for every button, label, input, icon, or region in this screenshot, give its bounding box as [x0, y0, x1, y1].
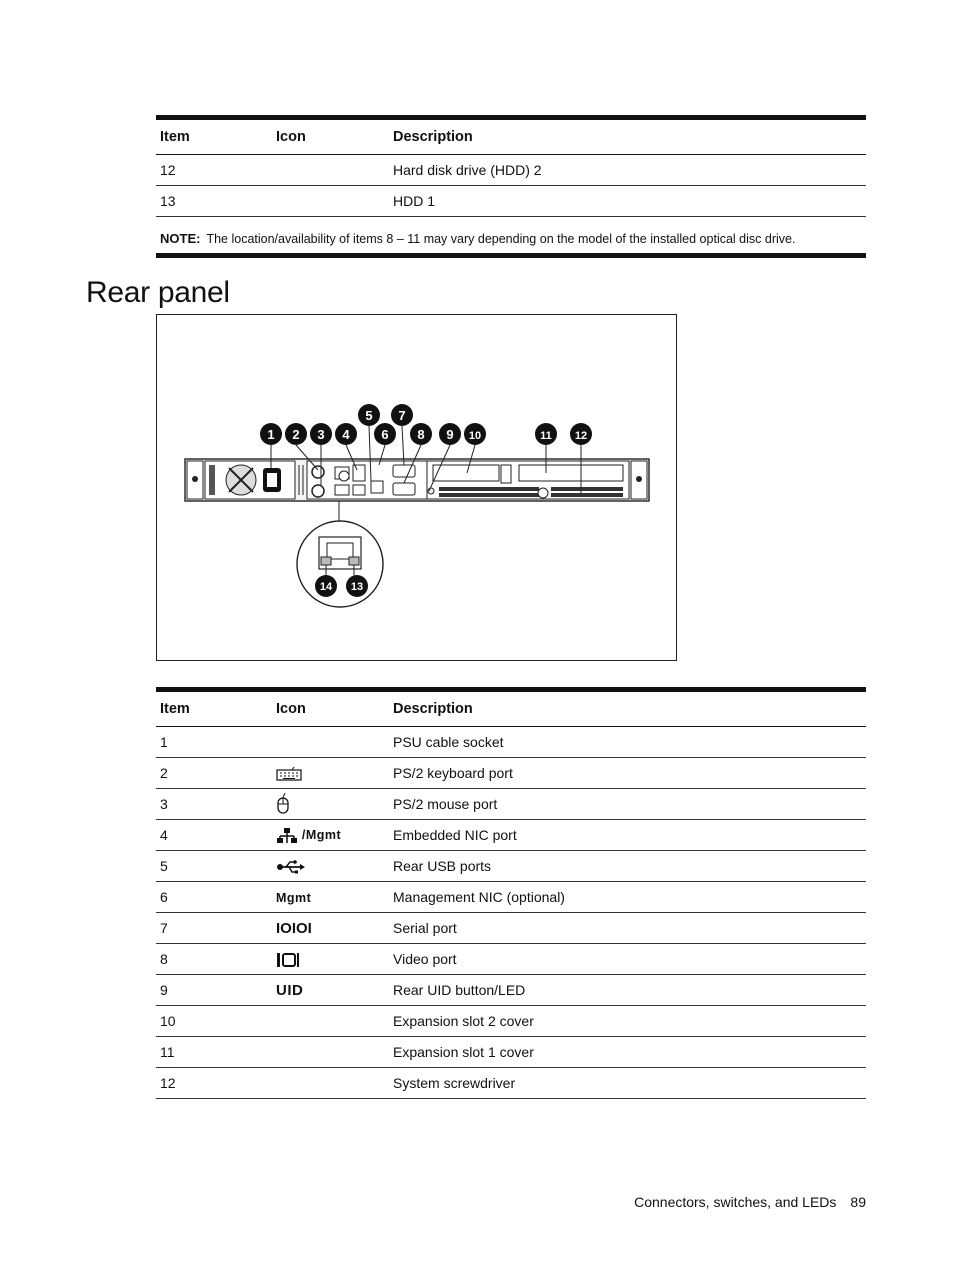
table-row	[156, 1037, 866, 1068]
row-description: Embedded NIC port	[389, 820, 866, 851]
table-row	[156, 789, 866, 820]
svg-text:1: 1	[267, 427, 275, 442]
svg-text:8: 8	[417, 427, 425, 442]
row-item: 7	[156, 913, 272, 944]
row-description: Hard disk drive (HDD) 2	[389, 155, 866, 186]
svg-text:14: 14	[319, 581, 333, 593]
table-row	[156, 1068, 866, 1099]
serial-icon: IOIOI	[276, 919, 312, 937]
svg-text:11: 11	[540, 430, 552, 442]
figure-callouts	[260, 404, 592, 445]
row-description: PS/2 keyboard port	[389, 758, 866, 789]
svg-text:12: 12	[574, 430, 588, 442]
callout-13	[346, 575, 368, 597]
row-icon	[272, 851, 389, 882]
callout-10	[464, 423, 486, 445]
note	[156, 215, 866, 258]
table-row	[156, 944, 866, 975]
usb-icon	[276, 860, 306, 874]
row-description: PS/2 mouse port	[389, 789, 866, 820]
table-row	[156, 155, 866, 186]
table-row	[156, 758, 866, 789]
svg-text:2: 2	[292, 427, 300, 442]
network-icon	[276, 828, 298, 844]
callout-5	[358, 404, 380, 426]
row-description: Rear UID button/LED	[389, 975, 866, 1006]
keyboard-icon	[276, 767, 302, 781]
svg-text:7: 7	[398, 408, 406, 423]
callout-6	[374, 423, 396, 445]
row-icon	[272, 1068, 389, 1099]
svg-text:9: 9	[446, 427, 454, 442]
video-icon	[276, 952, 300, 968]
rear-panel-table	[156, 687, 866, 1099]
row-icon	[272, 155, 389, 186]
row-item: 6	[156, 882, 272, 913]
table-row	[156, 1006, 866, 1037]
page-number: 89	[850, 1194, 866, 1210]
top-items-table	[156, 115, 866, 217]
header-item: Item	[156, 690, 272, 727]
row-item: 12	[156, 1068, 272, 1099]
row-description: HDD 1	[389, 186, 866, 217]
callout-14	[315, 575, 337, 597]
svg-text:3: 3	[317, 427, 325, 442]
svg-text:10: 10	[468, 430, 482, 442]
callout-11	[535, 423, 557, 445]
row-icon	[272, 975, 389, 1006]
row-description: Video port	[389, 944, 866, 975]
header-icon: Icon	[272, 118, 389, 155]
nic-inset	[297, 521, 383, 607]
row-icon	[272, 186, 389, 217]
callout-12	[570, 423, 592, 445]
callout-2	[285, 423, 307, 445]
row-item: 11	[156, 1037, 272, 1068]
table-row	[156, 975, 866, 1006]
row-item: 4	[156, 820, 272, 851]
note-label: NOTE:	[160, 231, 201, 246]
footer-chapter: Connectors, switches, and LEDs	[634, 1194, 837, 1210]
row-item: 3	[156, 789, 272, 820]
row-icon	[272, 913, 389, 944]
header-icon: Icon	[272, 690, 389, 727]
row-icon	[272, 789, 389, 820]
table-header-row	[156, 118, 866, 155]
callout-9	[439, 423, 461, 445]
row-icon	[272, 727, 389, 758]
page-footer	[634, 1194, 866, 1210]
table-row	[156, 727, 866, 758]
rear-panel-figure	[156, 314, 677, 661]
row-item: 8	[156, 944, 272, 975]
table-row	[156, 913, 866, 944]
row-description: Expansion slot 2 cover	[389, 1006, 866, 1037]
note-text: The location/availability of items 8 – 11 may vary depending on the model of the installed optical disc drive.	[206, 232, 796, 246]
network-mgmt-icon-text: /Mgmt	[301, 828, 342, 843]
row-item: 5	[156, 851, 272, 882]
table-row	[156, 186, 866, 217]
row-icon	[272, 1006, 389, 1037]
row-description: PSU cable socket	[389, 727, 866, 758]
callout-7	[391, 404, 413, 426]
mouse-icon	[276, 793, 290, 815]
row-description: Management NIC (optional)	[389, 882, 866, 913]
section-title: Rear panel	[86, 276, 230, 309]
row-icon	[272, 820, 389, 851]
table-header-row	[156, 690, 866, 727]
header-item: Item	[156, 118, 272, 155]
svg-text:4: 4	[342, 427, 350, 442]
svg-text:13: 13	[350, 581, 364, 593]
callout-3	[310, 423, 332, 445]
row-icon	[272, 944, 389, 975]
row-item: 13	[156, 186, 272, 217]
rear-panel-illustration	[157, 315, 678, 662]
callout-4	[335, 423, 357, 445]
header-description: Description	[389, 118, 866, 155]
table-row	[156, 820, 866, 851]
row-item: 2	[156, 758, 272, 789]
row-icon	[272, 882, 389, 913]
uid-icon: UID	[276, 981, 304, 999]
table-row	[156, 882, 866, 913]
svg-text:6: 6	[381, 427, 389, 442]
row-item: 12	[156, 155, 272, 186]
row-description: Rear USB ports	[389, 851, 866, 882]
row-description: Expansion slot 1 cover	[389, 1037, 866, 1068]
table-row	[156, 851, 866, 882]
row-item: 1	[156, 727, 272, 758]
callout-8	[410, 423, 432, 445]
row-icon	[272, 1037, 389, 1068]
svg-text:5: 5	[365, 408, 373, 423]
row-description: Serial port	[389, 913, 866, 944]
row-item: 9	[156, 975, 272, 1006]
row-description: System screwdriver	[389, 1068, 866, 1099]
header-description: Description	[389, 690, 866, 727]
callout-1	[260, 423, 282, 445]
row-item: 10	[156, 1006, 272, 1037]
mgmt-icon: Mgmt	[276, 891, 312, 905]
row-icon	[272, 758, 389, 789]
